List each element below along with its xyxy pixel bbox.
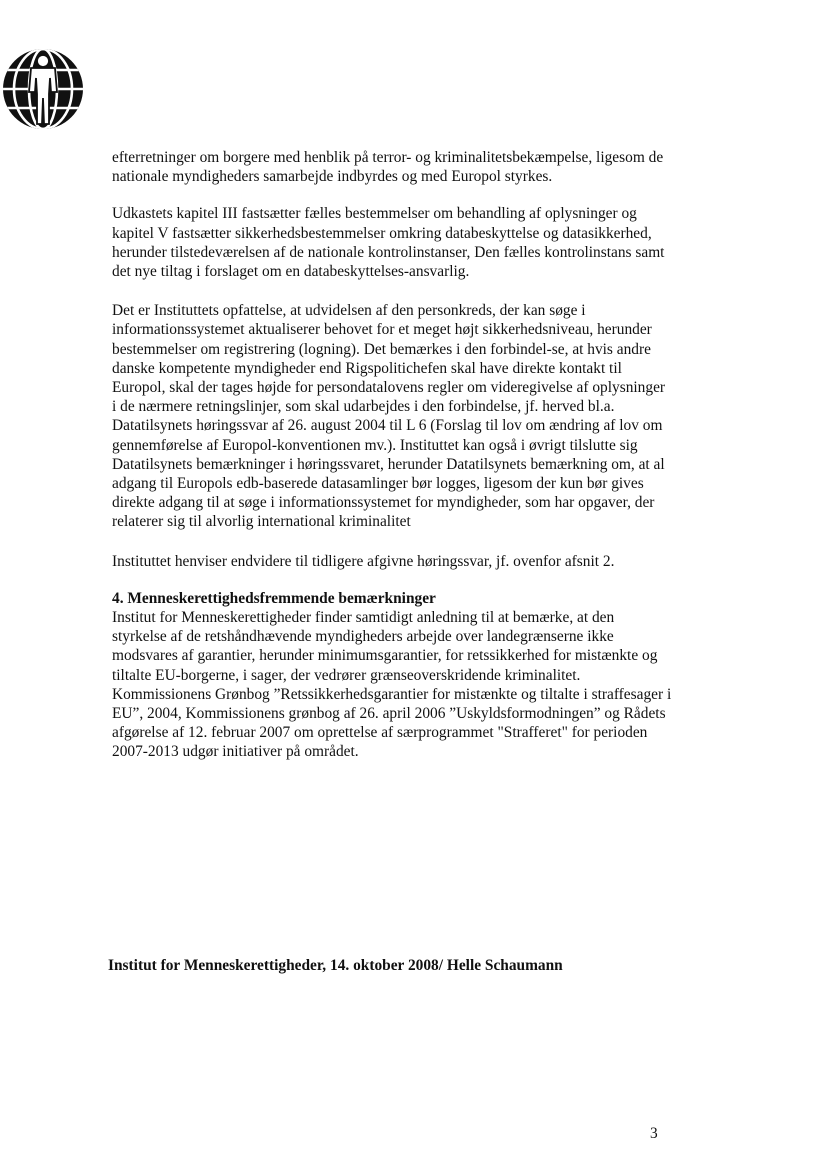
paragraph: Det er Instituttets opfattelse, at udvidelsen af den personkreds, der kan søge i informationssystemet aktualiserer behovet for et meget højt sikkerhedsniveau, herunder bestemmelser om registrering (logning). Det bemærkes i den forbindel-se, at hvis andre danske kompetente myndigheder end Rigspolitichefen skal have direkte kontakt til Europol, skal der tages højde for persondatalovens regler om videregivelse af oplysninger i de nærmere retningslinjer, som skal udarbejdes i den forbindelse, jf. herved bl.a. Datatilsynets høringssvar af 26. august 2004 til L 6 (Forslag til lov om ændring af lov om gennemførelse af Europol-konventionen mv.). Instituttet kan også i øvrigt tilslutte sig Datatilsynets bemærkninger i høringssvaret, herunder Datatilsynets bemærkning om, at al adgang til Europols edb-baserede datasamlinger bør logges, ligesom der kun bør gives direkte adgang til at søge i informationssystemet for myndigheder, som har opgaver, der relaterer sig til alvorlig international kriminalitet bbox=[112, 302, 666, 531]
signature-line: Institut for Menneskerettigheder, 14. oktober 2008/ Helle Schaumann bbox=[108, 957, 563, 974]
paragraph: Udkastets kapitel III fastsætter fælles bestemmelser om behandling af oplysninger og kapitel V fastsætter sikkerhedsbestemmelser omkring databeskyttelse og datasikkerhed, herunder tilstedeværelsen af de nationale kontrolinstanser, Den fælles kontrolinstans samt det nye tiltag i forslaget om en databeskyttelses-ansvarlig. bbox=[112, 205, 665, 281]
section-heading: 4. Menneskerettighedsfremmende bemærkninger bbox=[112, 589, 436, 607]
paragraph: Instituttet henviser endvidere til tidligere afgivne høringssvar, jf. ovenfor afsnit 2. bbox=[112, 552, 615, 570]
paragraph: efterretninger om borgere med henblik på terror- og kriminalitetsbekæmpelse, ligesom de nationale myndigheders samarbejde indbyrdes og med Europol styrkes. bbox=[112, 149, 664, 186]
human-rights-globe-logo-icon bbox=[0, 46, 86, 132]
section-body: Institut for Menneskerettigheder finder samtidigt anledning til at bemærke, at den styrkelse af de retshåndhævende myndigheders arbejde over landegrænserne ikke modsvares af garantier, herunder minimumsgarantier, for retssikkerhed for mistænkte og tiltalte EU-borgerne, i sager, der vedrører grænseoverskridende kriminalitet. Kommissionens Grønbog ”Retssikkerhedsgarantier for mistænkte og tiltalte i straffesager i EU”, 2004, Kommissionens grønbog af 26. april 2006 ”Uskyldsformodningen” og Rådets afgørelse af 12. februar 2007 om oprettelse af særprogrammet "Strafferet" for perioden 2007-2013 udgør initiativer på området. bbox=[112, 609, 672, 761]
document-body bbox=[112, 148, 672, 762]
page-number: 3 bbox=[650, 1125, 658, 1142]
